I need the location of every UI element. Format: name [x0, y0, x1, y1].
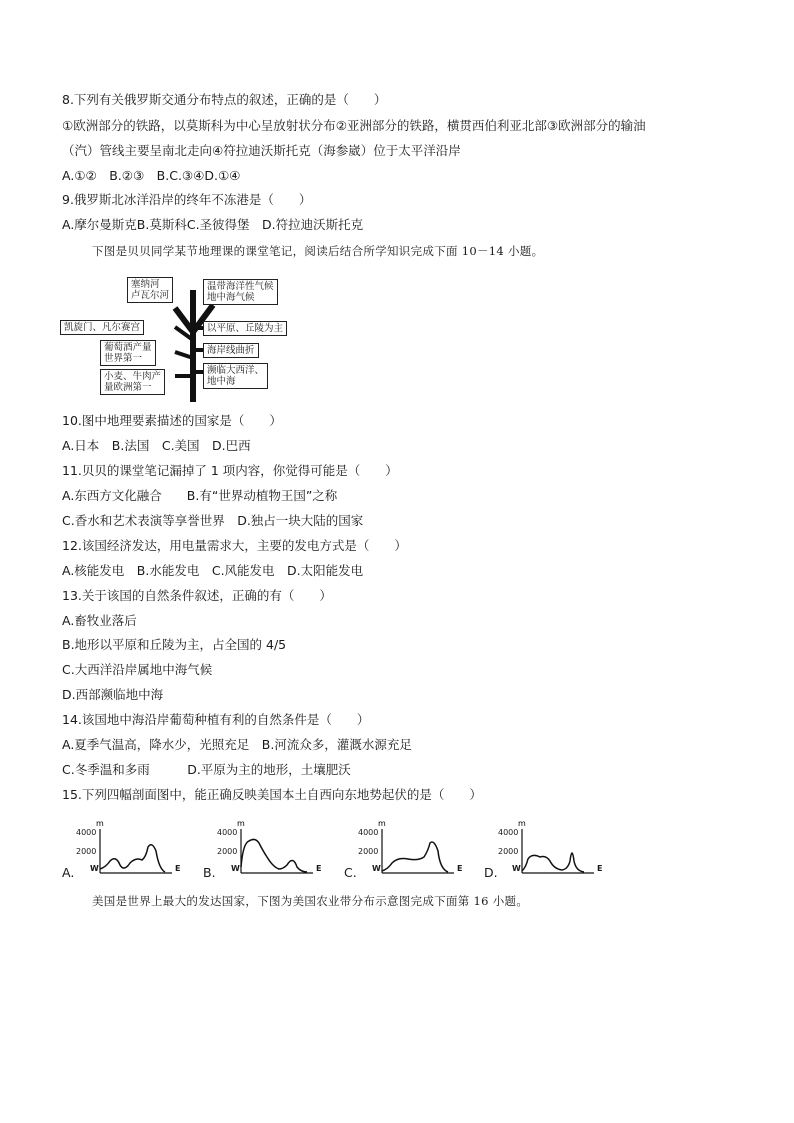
q14-options-2: C.冬季温和多雨 D.平原为主的地形，土壤肥沃	[62, 762, 351, 777]
q14-stem: 14.该国地中海沿岸葡萄种植有利的自然条件是（ ）	[62, 712, 370, 727]
q14-options-1: A.夏季气温高，降水少，光照充足 B.河流众多，灌溉水源充足	[62, 737, 412, 752]
q8-stem: 8.下列有关俄罗斯交通分布特点的叙述，正确的是（ ）	[62, 92, 387, 107]
tree-box-rivers: 塞纳河 卢瓦尔河	[127, 277, 173, 303]
svg-text:m: m	[96, 819, 104, 828]
intro-usa-agriculture: 美国是世界上最大的发达国家，下图为美国农业带分布示意图完成下面第 16 小题。	[92, 894, 529, 908]
svg-text:m: m	[237, 819, 245, 828]
profile-d	[484, 817, 609, 879]
q8-line2: （汽）管线主要呈南北走向④符拉迪沃斯托克（海参崴）位于太平洋沿岸	[62, 143, 461, 158]
profile-c-tick-4000: 4000	[358, 828, 379, 837]
profile-a-tick-2000: 2000	[76, 847, 97, 856]
q15-stem: 15.下列四幅剖面图中，能正确反映美国本土自西向东地势起伏的是（ ）	[62, 787, 482, 802]
tree-box-coastline: 海岸线曲折	[203, 343, 259, 358]
profile-a-label: A.	[62, 865, 75, 880]
profile-c	[344, 817, 469, 879]
q10-stem: 10.图中地理要素描述的国家是（ ）	[62, 413, 282, 428]
profile-b-label: B.	[203, 865, 216, 880]
profile-d-label: D.	[484, 865, 498, 880]
profile-c-label: C.	[344, 865, 357, 880]
q8-line1: ①欧洲部分的铁路，以莫斯科为中心呈放射状分布②亚洲部分的铁路，横贯西伯利亚北部③欧洲部分的输油	[62, 118, 646, 133]
q10-options: A.日本 B.法国 C.美国 D.巴西	[62, 438, 251, 453]
tree-box-landmarks: 凯旋门、凡尔赛宫	[60, 320, 144, 335]
q11-options-2: C.香水和艺术表演等享誉世界 D.独占一块大陆的国家	[62, 513, 364, 528]
q13-option-d: D.西部濒临地中海	[62, 687, 164, 702]
svg-text:m: m	[518, 819, 526, 828]
svg-text:m: m	[378, 819, 386, 828]
tree-box-wine: 葡萄酒产量 世界第一	[100, 340, 156, 366]
profile-a-east: E	[175, 864, 181, 873]
q11-stem: 11.贝贝的课堂笔记漏掉了 1 项内容，你觉得可能是（ ）	[62, 463, 398, 478]
profile-c-tick-2000: 2000	[358, 847, 379, 856]
profile-d-tick-2000: 2000	[498, 847, 519, 856]
profile-c-east: E	[457, 864, 463, 873]
profile-b-tick-4000: 4000	[217, 828, 238, 837]
profile-c-west: W	[372, 864, 381, 873]
profile-a	[62, 817, 187, 879]
tree-box-wheat: 小麦、牛肉产 量欧洲第一	[100, 369, 165, 395]
tree-box-climate: 温带海洋性气候 地中海气候	[203, 279, 278, 305]
notes-tree-diagram	[64, 270, 310, 402]
intro-notes: 下图是贝贝同学某节地理课的课堂笔记，阅读后结合所学知识完成下面 10－14 小题。	[92, 244, 544, 258]
profile-b-west: W	[231, 864, 240, 873]
q13-option-c: C.大西洋沿岸属地中海气候	[62, 662, 213, 677]
profile-d-west: W	[512, 864, 521, 873]
q8-options: A.①② B.②③ B.C.③④D.①④	[62, 168, 241, 183]
q12-options: A.核能发电 B.水能发电 C.风能发电 D.太阳能发电	[62, 563, 364, 578]
profile-b-east: E	[316, 864, 322, 873]
profile-a-west: W	[90, 864, 99, 873]
profile-a-tick-4000: 4000	[76, 828, 97, 837]
profile-b	[203, 817, 328, 879]
profile-d-tick-4000: 4000	[498, 828, 519, 837]
q13-option-b: B.地形以平原和丘陵为主，占全国的 4/5	[62, 637, 287, 652]
profile-b-tick-2000: 2000	[217, 847, 238, 856]
q12-stem: 12.该国经济发达，用电量需求大，主要的发电方式是（ ）	[62, 538, 407, 553]
tree-box-terrain: 以平原、丘陵为主	[203, 321, 287, 336]
q9-options: A.摩尔曼斯克B.莫斯科C.圣彼得堡 D.符拉迪沃斯托克	[62, 217, 364, 232]
q13-stem: 13.关于该国的自然条件叙述，正确的有（ ）	[62, 588, 332, 603]
q9-stem: 9.俄罗斯北冰洋沿岸的终年不冻港是（ ）	[62, 192, 312, 207]
profile-d-east: E	[597, 864, 603, 873]
tree-box-seas: 濒临大西洋、 地中海	[203, 363, 268, 389]
q11-options-1: A.东西方文化融合 B.有“世界动植物王国”之称	[62, 488, 338, 503]
q13-option-a: A.畜牧业落后	[62, 613, 137, 628]
